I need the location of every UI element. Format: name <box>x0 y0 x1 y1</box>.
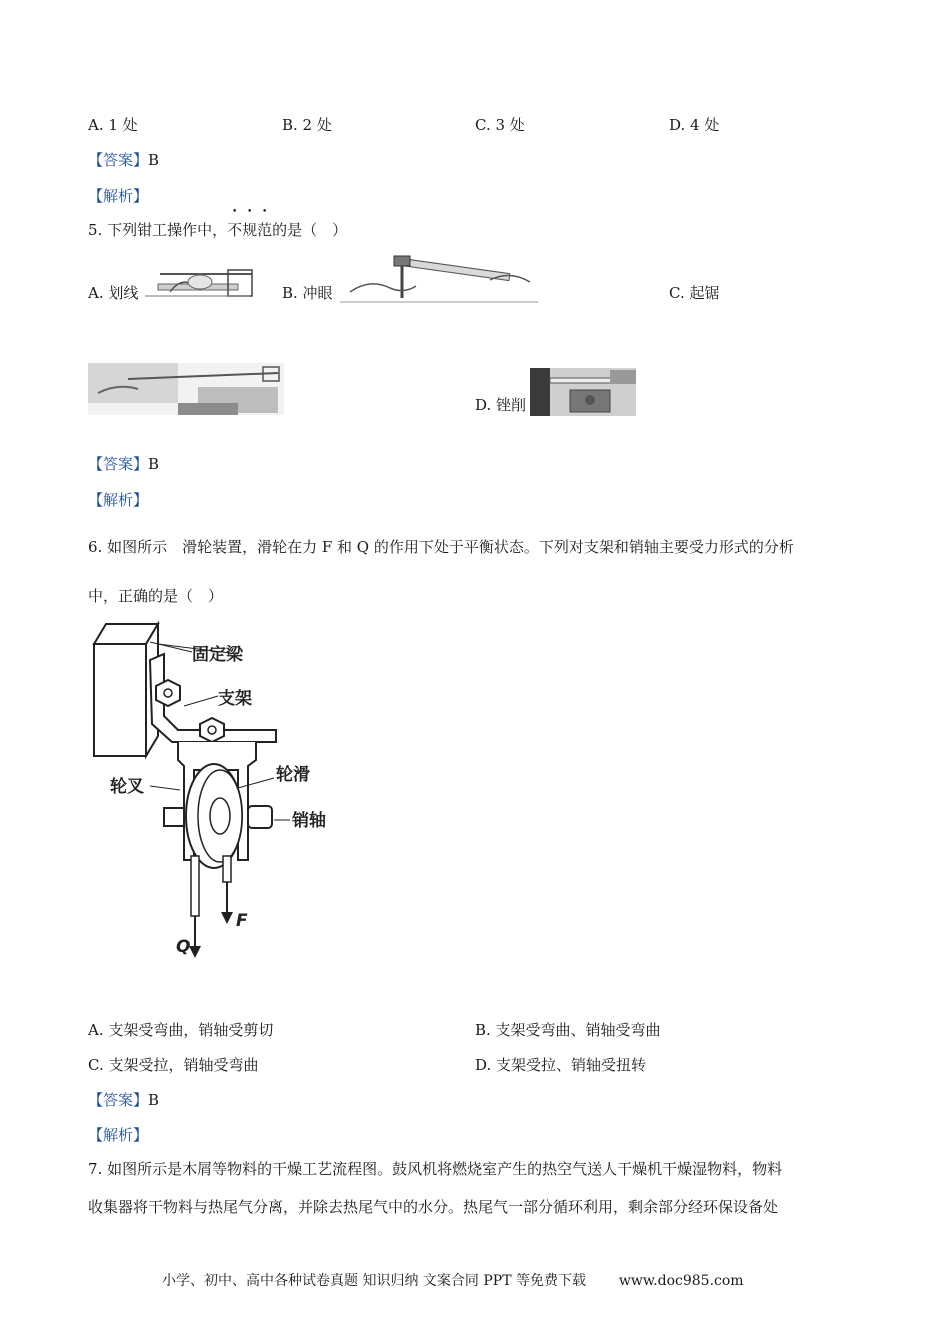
q5-analysis-label: 【解析】 <box>88 491 149 509</box>
filing-photo <box>530 368 636 416</box>
footer-url[interactable]: www.doc985.com <box>618 1273 744 1289</box>
label-pulley: 轮滑 <box>276 765 310 785</box>
q6-analysis-label: 【解析】 <box>88 1126 149 1144</box>
q4-answer <box>88 149 159 170</box>
q7-line1: 7. 如图所示是木屑等物料的干燥工艺流程图。鼓风机将燃烧室产生的热空气送人干燥机干燥湿物料，物料 <box>88 1160 783 1178</box>
q5-stem-suffix: 的是（ ） <box>272 221 348 239</box>
q5-stem <box>88 219 347 240</box>
center-punch-photo <box>340 252 538 312</box>
q5-option-d-label: D. 锉削 <box>475 396 527 414</box>
scribing-photo <box>140 262 258 306</box>
q5-emph-char-3: 范 <box>257 221 273 239</box>
q5-option-a-label: A. 划线 <box>88 284 139 302</box>
q4-option-d: D. 4 处 <box>669 116 720 134</box>
q6-answer <box>88 1089 159 1110</box>
footer-text: 小学、初中、高中各种试卷真题 知识归纳 文案合同 PPT 等免费下载 <box>162 1273 586 1289</box>
q5-emph-char-2: 规 <box>242 221 258 239</box>
q7-line2: 收集器将干物料与热尾气分离，并除去热尾气中的水分。热尾气一部分循环利用，剩余部分经环保设备处 <box>88 1198 779 1216</box>
q6-option-a: A. 支架受弯曲，销轴受剪切 <box>88 1021 274 1039</box>
answer-label: 【答案】 <box>88 1091 149 1109</box>
label-bracket: 支架 <box>218 689 252 709</box>
q5-emph-char-1: 不 <box>227 221 243 239</box>
q4-analysis-label: 【解析】 <box>88 187 149 205</box>
q4-option-a: A. 1 处 <box>88 116 138 134</box>
answer-label: 【答案】 <box>88 455 149 473</box>
q6-stem-line2: 中，正确的是（ ） <box>88 587 224 605</box>
label-force-q: Q <box>176 937 191 957</box>
answer-value: B <box>148 1091 160 1109</box>
label-fork: 轮叉 <box>110 777 144 797</box>
answer-value: B <box>148 455 160 473</box>
q6-option-c: C. 支架受拉，销轴受弯曲 <box>88 1056 259 1074</box>
q6-stem-line1: 6. 如图所示 滑轮装置，滑轮在力 F 和 Q 的作用下处于平衡状态。下列对支架和销轴主要受力形式的分析 <box>88 538 794 556</box>
label-pin: 销轴 <box>292 811 326 831</box>
q4-option-c: C. 3 处 <box>475 116 525 134</box>
q4-option-b: B. 2 处 <box>282 116 332 134</box>
answer-label: 【答案】 <box>88 151 149 169</box>
label-fixed-beam: 固定梁 <box>192 645 243 665</box>
pulley-diagram <box>88 620 338 960</box>
q6-option-b: B. 支架受弯曲、销轴受弯曲 <box>475 1021 661 1039</box>
q5-option-b-label: B. 冲眼 <box>282 284 333 302</box>
label-force-f: F <box>236 911 248 931</box>
footer <box>162 1270 744 1290</box>
sawing-photo <box>88 363 284 415</box>
q5-option-c-label: C. 起锯 <box>669 284 720 302</box>
q6-option-d: D. 支架受拉、销轴受扭转 <box>475 1056 647 1074</box>
q5-stem-prefix: 5. 下列钳工操作中， <box>88 221 228 239</box>
q5-answer <box>88 453 159 474</box>
answer-value: B <box>148 151 160 169</box>
